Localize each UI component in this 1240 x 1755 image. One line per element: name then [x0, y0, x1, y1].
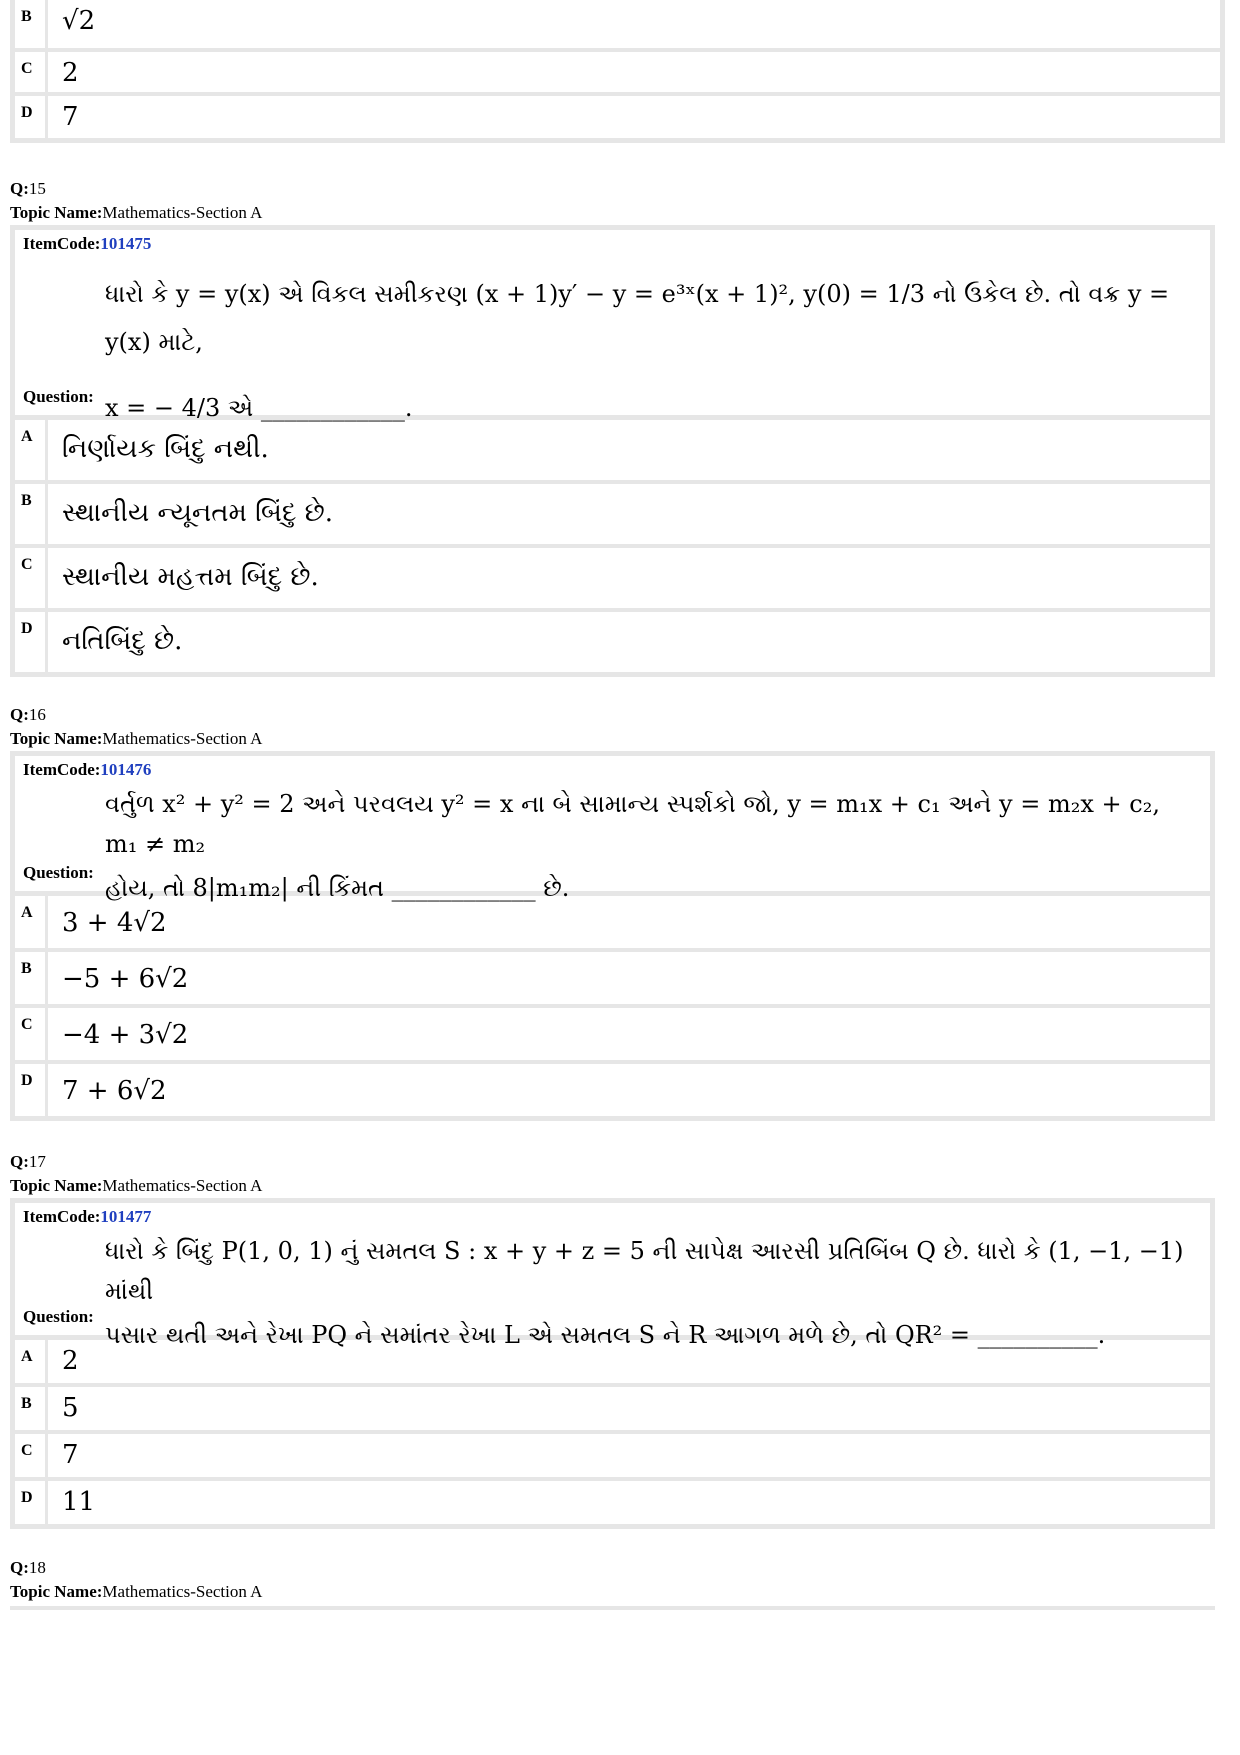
question-block: [10, 1150, 1215, 1529]
option-text: 3 + 4√2: [62, 908, 167, 938]
item-code: ItemCode:101477: [23, 1207, 152, 1226]
option-row[interactable]: [15, 612, 1210, 672]
option-text: 2: [62, 1346, 79, 1376]
options-table: [10, 420, 1215, 677]
previous-options: [10, 0, 1225, 143]
question-number: Q:16: [10, 705, 46, 724]
topic-name: Topic Name:Mathematics-Section A: [10, 203, 263, 222]
option-letter: B: [15, 484, 48, 544]
option-letter: B: [15, 0, 48, 48]
option-letter: A: [15, 420, 48, 480]
option-text: નતિબિંદુ છે.: [62, 626, 183, 656]
option-row[interactable]: [15, 96, 1220, 138]
option-text: 5: [62, 1393, 79, 1423]
option-text: 11: [62, 1487, 96, 1517]
option-text: 2: [62, 58, 79, 88]
option-text: √2: [62, 6, 96, 36]
question-text-line: પસાર થતી અને રેખા PQ ને સમાંતર રેખા L એ સમતલ S ને R આગળ મળે છે, તો QR² = __________.: [105, 1321, 1106, 1349]
option-letter: A: [15, 896, 48, 948]
question-text-line: વર્તુળ x² + y² = 2 અને પરવલય y² = x ના બે સામાન્ય સ્પર્શકો જો, y = m₁x + c₁ અને y = m₂x + c₂, m₁ ≠ m₂: [105, 790, 1160, 858]
option-text: સ્થાનીય મહત્તમ બિંદુ છે.: [62, 562, 319, 592]
option-letter: C: [15, 1434, 48, 1477]
option-row[interactable]: [15, 0, 1220, 52]
question-text-line: હોય, તો 8|m₁m₂| ની કિંમત ____________ છે.: [105, 874, 570, 902]
option-row[interactable]: [15, 1387, 1210, 1434]
option-letter: C: [15, 52, 48, 92]
question-block: [10, 1556, 1215, 1610]
question-block: [10, 703, 1215, 1121]
question-number: Q:17: [10, 1152, 46, 1171]
topic-name: Topic Name:Mathematics-Section A: [10, 1582, 263, 1601]
option-text: 7: [62, 102, 79, 132]
option-letter: D: [15, 1481, 48, 1524]
question-box: [10, 1198, 1215, 1349]
option-letter: D: [15, 612, 48, 672]
divider: [10, 1606, 1215, 1610]
option-row[interactable]: [15, 484, 1210, 548]
option-row[interactable]: [15, 1008, 1210, 1064]
option-letter: A: [15, 1340, 48, 1383]
option-letter: B: [15, 952, 48, 1004]
option-letter: B: [15, 1387, 48, 1430]
option-text: 7: [62, 1440, 79, 1470]
question-text-line: ધારો કે y = y(x) એ વિકલ સમીકરણ (x + 1)y′ − y = e³ˣ(x + 1)², y(0) = 1/3 નો ઉકેલ છે. તો વક્ર y = y(x) માટે,: [105, 280, 1170, 356]
option-row[interactable]: [15, 52, 1220, 96]
option-row[interactable]: [15, 1434, 1210, 1481]
question-text-line: x = − 4/3 એ ____________.: [105, 394, 413, 422]
option-letter: C: [15, 548, 48, 608]
question-block: [10, 177, 1215, 677]
option-text: −4 + 3√2: [62, 1020, 189, 1050]
options-table: [10, 1340, 1215, 1529]
question-box: [10, 751, 1215, 902]
question-box: [10, 225, 1215, 420]
question-label: Question:: [23, 1307, 94, 1326]
item-code: ItemCode:101476: [23, 760, 152, 779]
question-label: Question:: [23, 387, 94, 406]
option-text: −5 + 6√2: [62, 964, 189, 994]
option-row[interactable]: [15, 548, 1210, 612]
option-row[interactable]: [15, 1481, 1210, 1524]
options-table: [10, 896, 1215, 1121]
option-letter: C: [15, 1008, 48, 1060]
option-letter: D: [15, 1064, 48, 1116]
question-label: Question:: [23, 863, 94, 882]
question-number: Q:18: [10, 1558, 46, 1577]
question-text-line: ધારો કે બિંદુ P(1, 0, 1) નું સમતલ S : x + y + z = 5 ની સાપેક્ષ આરસી પ્રતિબિંબ Q છે. ધારો કે (1, −1, −1) માંથી: [105, 1237, 1184, 1305]
item-code: ItemCode:101475: [23, 234, 152, 253]
option-text: 7 + 6√2: [62, 1076, 167, 1106]
option-text: સ્થાનીય ન્યૂનતમ બિંદુ છે.: [62, 498, 334, 528]
option-row[interactable]: [15, 1064, 1210, 1116]
option-letter: D: [15, 96, 48, 138]
option-text: નિર્ણાયક બિંદુ નથી.: [62, 434, 269, 464]
option-row[interactable]: [15, 952, 1210, 1008]
topic-name: Topic Name:Mathematics-Section A: [10, 1176, 263, 1195]
question-number: Q:15: [10, 179, 46, 198]
topic-name: Topic Name:Mathematics-Section A: [10, 729, 263, 748]
